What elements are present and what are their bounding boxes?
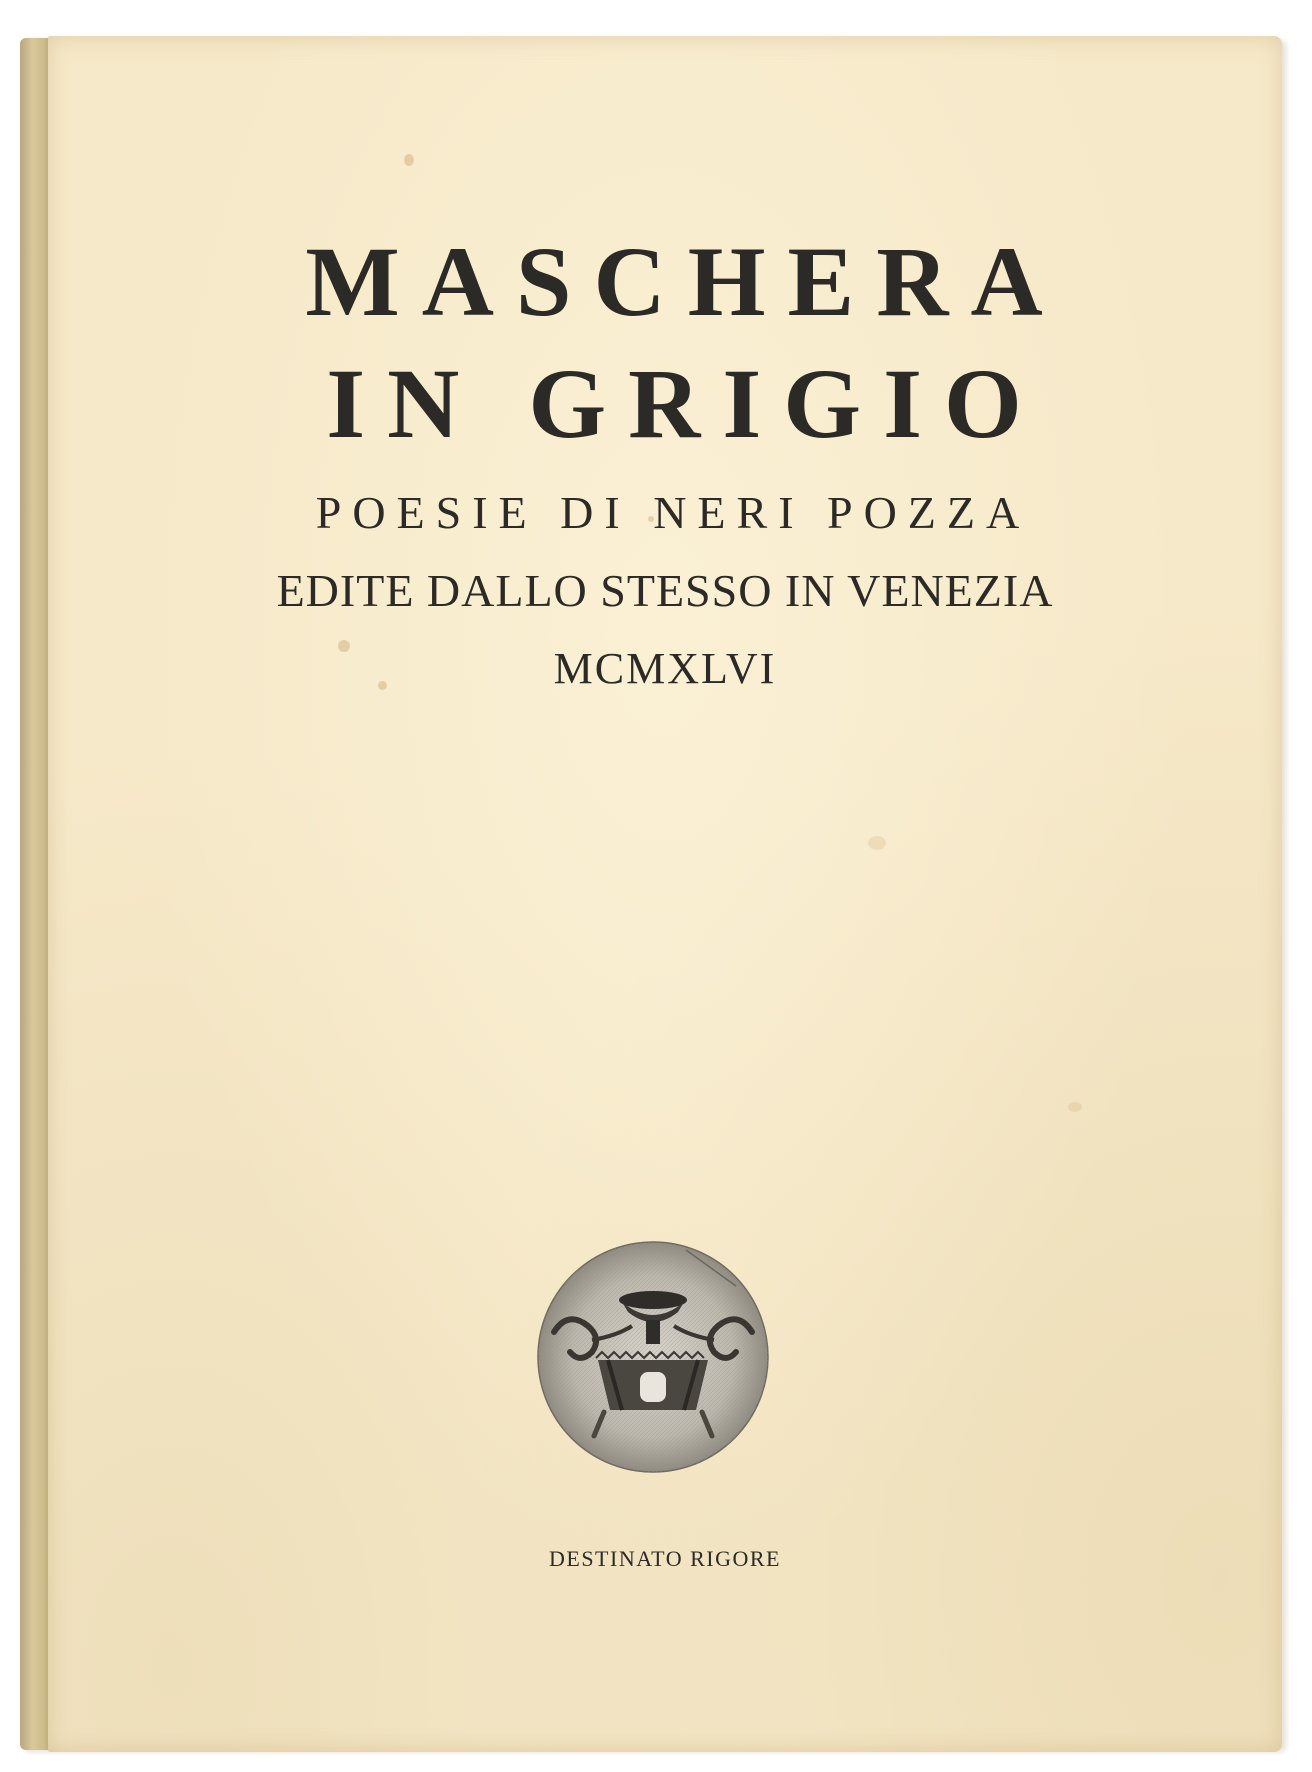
year: MCMXLVI <box>553 644 777 693</box>
medallion-bowl <box>619 1291 687 1309</box>
title-line-2: IN GRIGIO <box>326 348 1044 459</box>
medallion-shield <box>640 1372 666 1402</box>
book <box>20 36 1282 1752</box>
foxing-spot <box>868 836 886 850</box>
publisher-line: EDITE DALLO STESSO IN VENEZIA <box>276 565 1054 616</box>
foxing-spot <box>404 154 414 166</box>
book-cover <box>48 36 1282 1752</box>
subtitle: POESIE DI NERI POZZA <box>315 487 1031 538</box>
printer-device-medallion <box>536 1240 770 1474</box>
foxing-spot <box>1068 1102 1082 1112</box>
title-line-1: MASCHERA <box>305 226 1065 337</box>
motto: DESTINATO RIGORE <box>549 1546 781 1571</box>
